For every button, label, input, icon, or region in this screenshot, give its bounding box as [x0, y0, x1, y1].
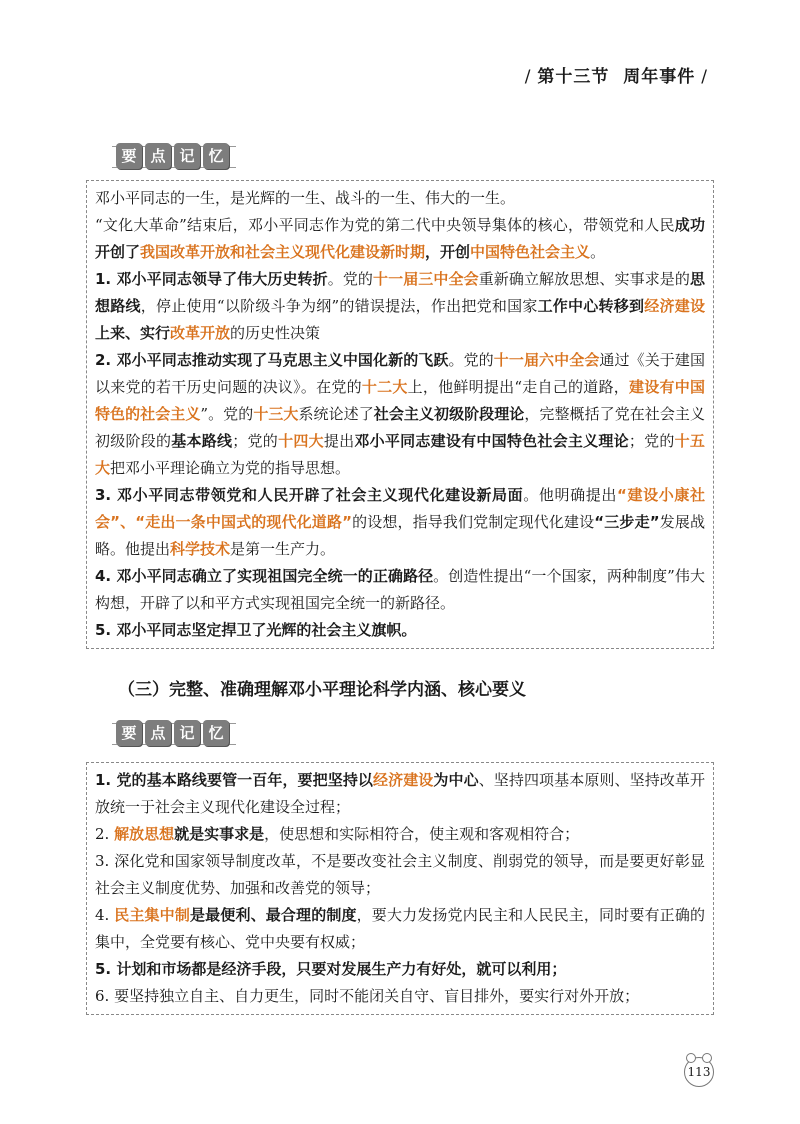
key-points-badge: 要 点 记 忆: [116, 143, 229, 169]
list-item: 3. 深化党和国家领导制度改革，不是要改变社会主义制度、削弱党的领导，而是要更好彰显社会主义制度优势、加强和改善党的领导；: [95, 852, 705, 897]
list-item: 2. 解放思想就是实事求是，使思想和实际相符合，使主观和客观相符合；: [95, 825, 580, 843]
running-header: / 第十三节 周年事件 /: [524, 67, 708, 87]
list-item: 4. 邓小平同志确立了实现祖国完全统一的正确路径。创造性提出“一个国家，两种制度”伟大构想，开辟了以和平方式实现祖国完全统一的新路径。: [95, 567, 705, 612]
list-item: 1. 邓小平同志领导了伟大历史转折。党的十一届三中全会重新确立解放思想、实事求是的思想路线，停止使用“以阶级斗争为纲”的错误提法，作出把党和国家工作中心转移到经济建设上来、实行改革开放的历史性决策: [95, 270, 705, 342]
key-points-box-2: [86, 762, 714, 1015]
section-title: （三）完整、准确理解邓小平理论科学内涵、核心要义: [118, 680, 526, 700]
list-item: 4. 民主集中制是最便利、最合理的制度，要大力发扬党内民主和人民民主，同时要有正确的集中，全党要有核心、党中央要有权威；: [95, 906, 705, 951]
key-points-badge: 要 点 记 忆: [116, 720, 229, 746]
list-item: 1. 党的基本路线要管一百年，要把坚持以经济建设为中心、坚持四项基本原则、坚持改革开放统一于社会主义现代化建设全过程；: [95, 771, 705, 816]
intro-paragraph: “文化大革命”结束后，邓小平同志作为党的第二代中央领导集体的核心，带领党和人民成功开创了我国改革开放和社会主义现代化建设新时期，开创中国特色社会主义。: [95, 216, 705, 261]
list-item: 5. 计划和市场都是经济手段，只要对发展生产力有好处，就可以利用；: [95, 960, 567, 978]
key-points-box-1: [86, 180, 714, 649]
intro-line: 邓小平同志的一生，是光辉的一生、战斗的一生、伟大的一生。: [95, 189, 516, 207]
list-item: 2. 邓小平同志推动实现了马克思主义中国化新的飞跃。党的十一届六中全会通过《关于建国以来党的若干历史问题的决议》。在党的十二大上，他鲜明提出“走自己的道路，建设有中国特色的社会主义”。党的十三大系统论述了社会主义初级阶段理论，完整概括了党在社会主义初级阶段的基本路线；党的十四大提出邓小平同志建设有中国特色社会主义理论；党的十五大把邓小平理论确立为党的指导思想。: [95, 351, 705, 477]
list-item: 5. 邓小平同志坚定捍卫了光辉的社会主义旗帜。: [95, 621, 417, 639]
header-topic: 周年事件: [623, 67, 696, 87]
list-item: 6. 要坚持独立自主、自力更生，同时不能闭关自守、盲目排外，要实行对外开放；: [95, 987, 640, 1005]
page-number: 113: [684, 1057, 714, 1087]
header-section: 第十三节: [537, 67, 610, 87]
list-item: 3. 邓小平同志带领党和人民开辟了社会主义现代化建设新局面。他明确提出“建设小康社会”、“走出一条中国式的现代化道路”的设想，指导我们党制定现代化建设“三步走”发展战略。他提出科学技术是第一生产力。: [95, 486, 705, 558]
